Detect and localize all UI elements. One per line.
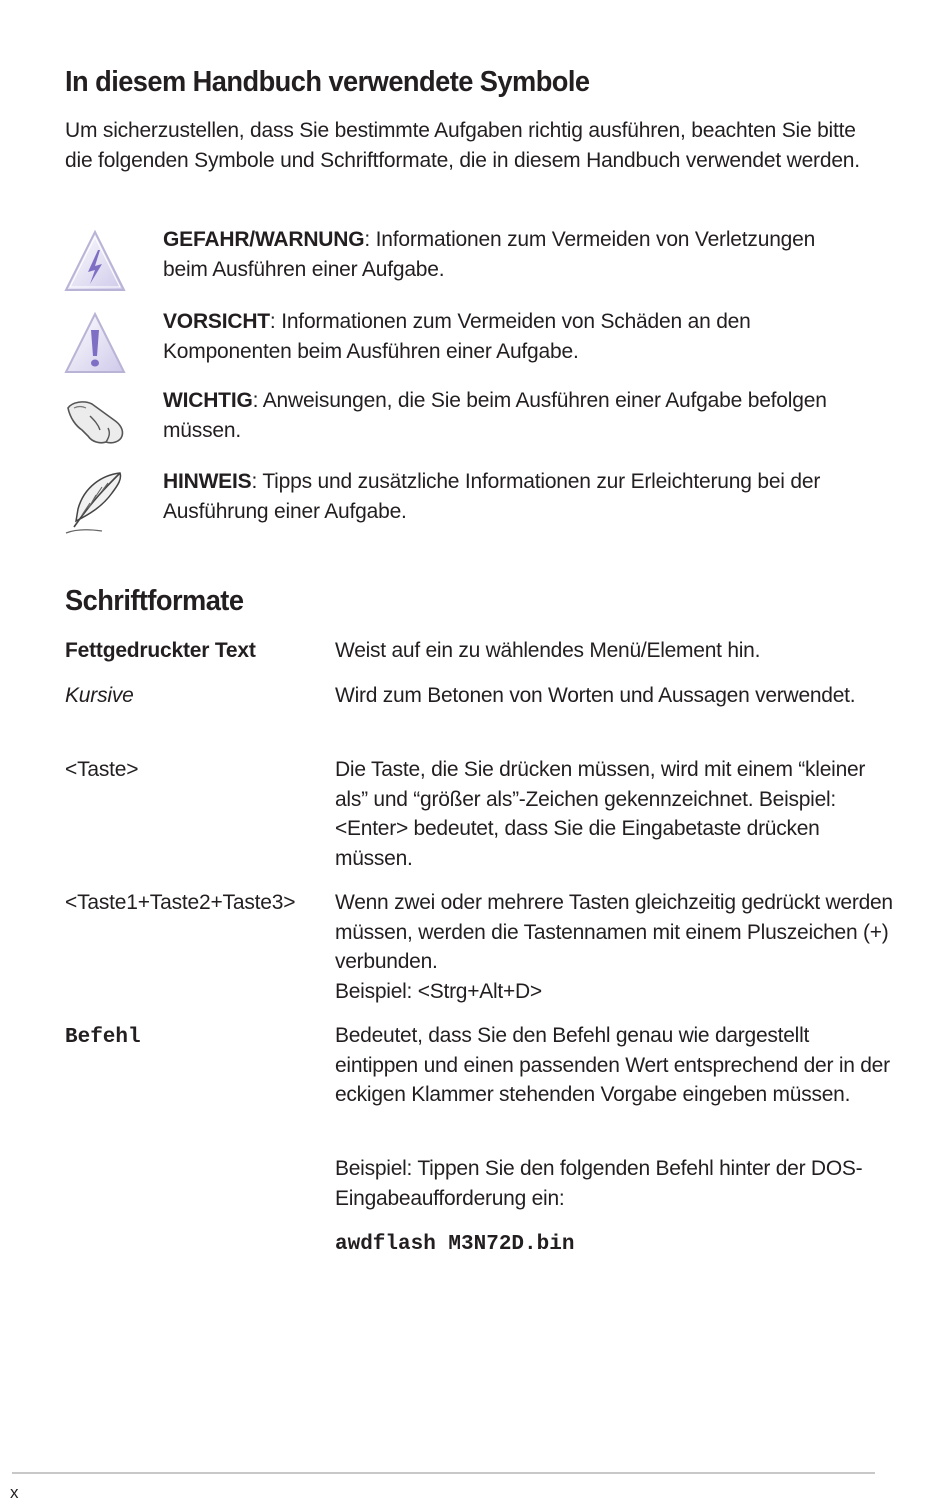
format-term-command: Befehl	[65, 1026, 141, 1049]
symbol-label-important: WICHTIG	[163, 389, 253, 412]
symbol-label-danger: GEFAHR/WARNUNG	[163, 228, 365, 251]
format-term-italic: Kursive	[65, 684, 134, 707]
page-number: x	[10, 1483, 19, 1502]
format-term-key: <Taste>	[65, 758, 139, 781]
symbol-text-note	[163, 467, 853, 526]
exclamation-caution-icon	[62, 310, 128, 376]
symbol-label-caution: VORSICHT	[163, 310, 270, 333]
symbol-desc-caution: : Informationen zum Vermeiden von Schäden an den Komponenten beim Ausführen einer Aufgabe.	[163, 310, 751, 363]
symbol-text-danger	[163, 225, 853, 284]
quill-feather-icon	[62, 469, 128, 535]
format-desc-key-combo-text: Wenn zwei oder mehrere Tasten gleichzeitig gedrückt werden müssen, werden die Tastennamen mit einem Pluszeichen (+) verbunden.	[335, 891, 893, 973]
lightning-warning-icon	[62, 228, 128, 294]
symbol-desc-important: : Anweisungen, die Sie beim Ausführen einer Aufgabe befolgen müssen.	[163, 389, 827, 442]
format-term-bold: Fettgedruckter Text	[65, 639, 256, 662]
format-term-key-combo: <Taste1+Taste2+Taste3>	[65, 891, 296, 914]
symbol-desc-note: : Tipps und zusätzliche Informationen zur Erleichterung bei der Ausführung einer Aufgabe.	[163, 470, 821, 523]
format-desc-command: Bedeutet, dass Sie den Befehl genau wie dargestellt eintippen und einen passenden Wert entsprechend der in der eckigen Klammer stehenden Vorgabe eingeben müssen.	[335, 1024, 890, 1106]
format-desc-bold: Weist auf ein zu wählendes Menü/Element hin.	[335, 639, 761, 662]
heading-symbols: In diesem Handbuch verwendete Symbole	[65, 66, 590, 98]
intro-paragraph: Um sicherzustellen, dass Sie bestimmte Aufgaben richtig ausführen, beachten Sie bitte die folgenden Symbole und Schriftformate, die in diesem Handbuch verwendet werden.	[65, 119, 860, 172]
symbol-desc-danger: : Informationen zum Vermeiden von Verletzungen beim Ausführen einer Aufgabe.	[163, 228, 816, 281]
format-desc-key-combo	[335, 888, 895, 1006]
symbol-label-note: HINWEIS	[163, 470, 252, 493]
heading-formats: Schriftformate	[65, 585, 244, 617]
footer-rule	[12, 1472, 875, 1474]
symbol-text-caution	[163, 307, 853, 366]
format-desc-italic: Wird zum Betonen von Worten und Aussagen verwendet.	[335, 684, 856, 707]
hand-pointing-icon	[62, 386, 128, 452]
format-desc-key-combo-example: Beispiel: <Strg+Alt+D>	[335, 979, 542, 1003]
example-text: Beispiel: Tippen Sie den folgenden Befehl hinter der DOS-Eingabeaufforderung ein:	[335, 1157, 863, 1210]
example-command: awdflash M3N72D.bin	[335, 1233, 575, 1256]
symbol-text-important	[163, 386, 853, 445]
format-desc-key: Die Taste, die Sie drücken müssen, wird mit einem “kleiner als” und “größer als”-Zeichen gekennzeichnet. Beispiel: <Enter> bedeutet, dass Sie die Eingabetaste drücken müssen.	[335, 758, 866, 870]
